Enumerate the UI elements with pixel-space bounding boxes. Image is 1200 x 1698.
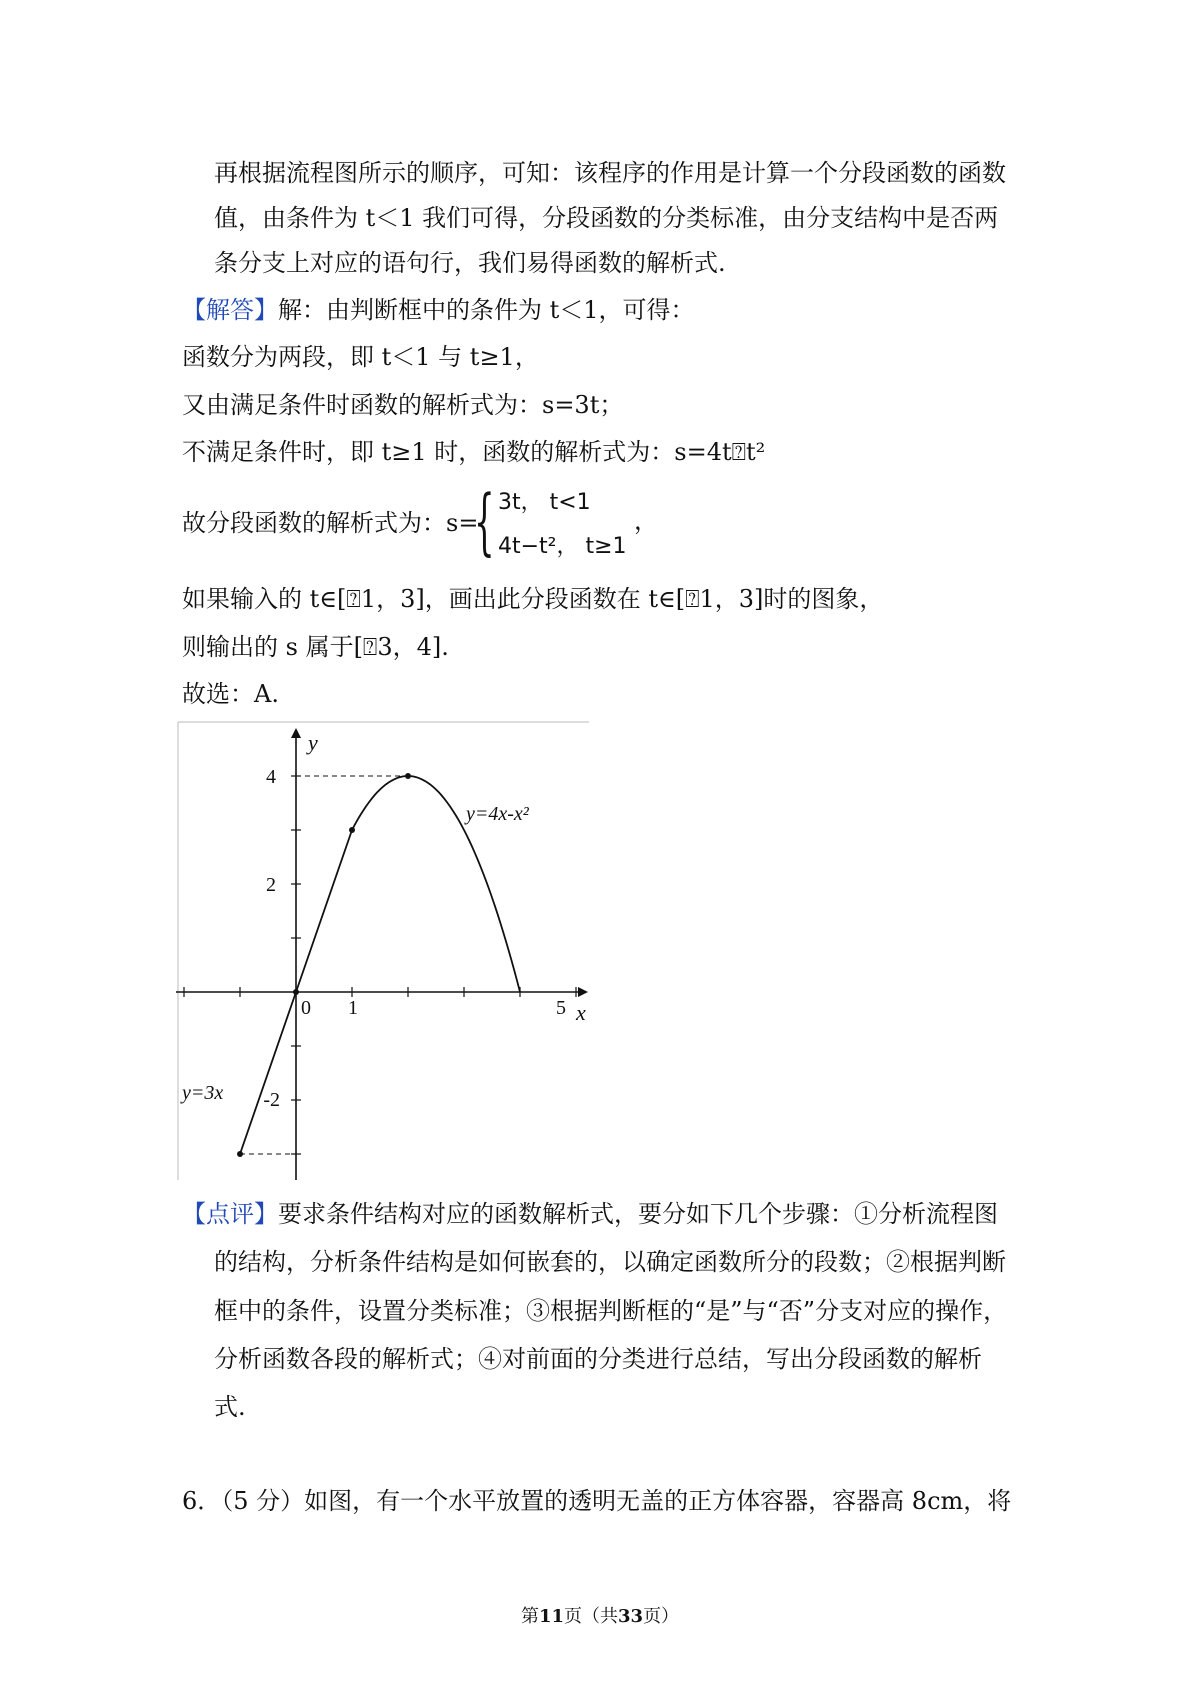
footer-total-pages: 33 bbox=[618, 1606, 644, 1627]
comment-line-1-text: 要求条件结构对应的函数解析式，要分如下几个步骤：①分析流程图 bbox=[278, 1200, 998, 1228]
page-footer bbox=[0, 1606, 1200, 1628]
footer-middle: 页（共 bbox=[564, 1606, 618, 1627]
marked-point-2 bbox=[349, 827, 355, 833]
tick-label-y2: 2 bbox=[266, 874, 276, 896]
tick-label-x1: 1 bbox=[348, 997, 358, 1019]
formula-piece-2: 4t−t²， t≥1 bbox=[498, 534, 627, 559]
question-6-text: 6．（5 分）如图，有一个水平放置的透明无盖的正方体容器，容器高 8cm，将 bbox=[182, 1487, 1012, 1515]
marked-point-1 bbox=[293, 989, 299, 995]
answer-line-8: 故选：A. bbox=[182, 680, 279, 708]
answer-line-6: 如果输入的 t∈[⍰1，3]，画出此分段函数在 t∈[⍰1，3]时的图象， bbox=[182, 585, 884, 613]
analysis-line-1: 再根据流程图所示的顺序，可知：该程序的作用是计算一个分段函数的函数 bbox=[214, 159, 1006, 187]
answer-line-4: 不满足条件时，即 t≥1 时，函数的解析式为：s=4t⍰t² bbox=[182, 438, 766, 466]
comment-line-3: 框中的条件，设置分类标准；③根据判断框的“是”与“否”分支对应的操作， bbox=[214, 1297, 1008, 1325]
marked-point-0 bbox=[237, 1151, 243, 1157]
footer-page-number: 11 bbox=[538, 1606, 564, 1627]
analysis-line-3: 条分支上对应的语句行，我们易得函数的解析式. bbox=[214, 249, 726, 277]
label-line: y=3x bbox=[182, 1082, 224, 1104]
comment-line-2: 的结构，分析条件结构是如何嵌套的，以确定函数所分的段数；②根据判断 bbox=[214, 1248, 1006, 1276]
tick-label-yneg2: -2 bbox=[263, 1089, 280, 1111]
formula-brace: { bbox=[474, 479, 495, 563]
x-axis-label: x bbox=[576, 1000, 586, 1025]
answer-line-1 bbox=[182, 295, 695, 325]
function-graph bbox=[176, 720, 591, 1182]
comment-tag: 【点评】 bbox=[182, 1200, 278, 1228]
analysis-line-2: 值，由条件为 t＜1 我们可得，分段函数的分类标准，由分支结构中是否两 bbox=[214, 204, 999, 232]
footer-prefix: 第 bbox=[520, 1606, 539, 1627]
tick-label-y4: 4 bbox=[266, 766, 276, 788]
formula-suffix: ， bbox=[634, 507, 658, 535]
answer-line-3: 又由满足条件时函数的解析式为：s=3t； bbox=[182, 391, 624, 419]
answer-line-2: 函数分为两段，即 t＜1 与 t≥1， bbox=[182, 343, 539, 371]
label-parabola: y=4x-x² bbox=[466, 803, 529, 825]
answer-line-7: 则输出的 s 属于[⍰3，4]. bbox=[182, 633, 449, 661]
y-axis-label: y bbox=[308, 730, 318, 755]
marked-point-3 bbox=[405, 773, 411, 779]
comment-line-1 bbox=[182, 1199, 998, 1229]
tick-label-x5: 5 bbox=[556, 997, 566, 1019]
comment-line-5: 式. bbox=[214, 1393, 246, 1421]
comment-line-4: 分析函数各段的解析式；④对前面的分类进行总结，写出分段函数的解析 bbox=[214, 1345, 982, 1373]
answer-line-1-text: 解：由判断框中的条件为 t＜1，可得： bbox=[278, 296, 695, 324]
answer-tag: 【解答】 bbox=[182, 296, 278, 324]
formula-piece-1: 3t， t<1 bbox=[498, 490, 591, 515]
formula-prefix: 故分段函数的解析式为：s= bbox=[182, 509, 479, 537]
footer-suffix: 页） bbox=[643, 1606, 680, 1627]
tick-label-x0: 0 bbox=[301, 997, 311, 1019]
